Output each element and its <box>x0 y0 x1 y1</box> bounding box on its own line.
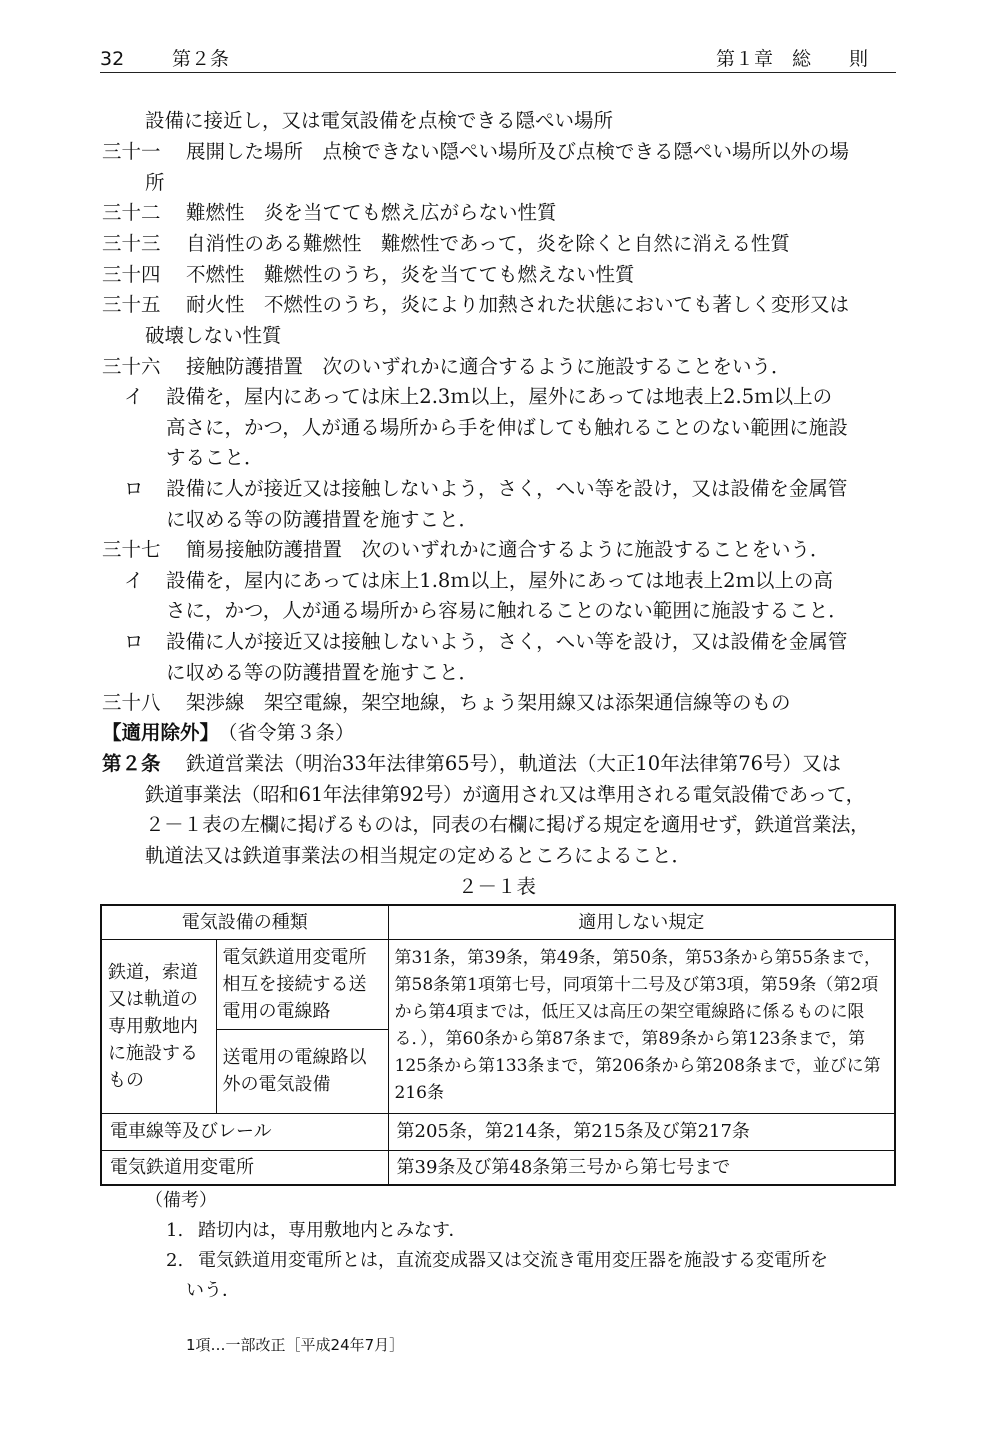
table-row <box>101 939 895 1029</box>
rules-cell: 第205条，第214条，第215条及び第217条 <box>388 1113 895 1150</box>
label-cell: 電気鉄道用変電所 <box>101 1150 388 1185</box>
col-header-equipment: 電気設備の種類 <box>101 905 388 939</box>
subitem-text: すること． <box>166 446 264 469</box>
subitem-text: 設備を，屋内にあっては床上2.3ｍ以上，屋外にあっては地表上2.5ｍ以上の <box>166 385 833 408</box>
item-text: 不燃性 難燃性のうち，炎を当てても燃えない性質 <box>186 263 635 286</box>
item-number: 三十一 <box>102 140 161 163</box>
item-text: 展開した場所 点検できない隠ぺい場所及び点検できる隠ぺい場所以外の場 <box>186 140 850 163</box>
item-text: 所 <box>145 171 165 194</box>
header-article: 第２条 <box>172 48 230 70</box>
article-text: 軌道法又は鉄道事業法の相当規定の定めるところによること． <box>145 844 692 867</box>
table-row <box>101 1150 895 1185</box>
col-header-rules: 適用しない規定 <box>388 905 895 939</box>
table-header-row <box>101 905 895 939</box>
note-text: 電気鉄道用変電所とは，直流変成器又は交流き電用変圧器を施設する変電所を <box>198 1250 828 1271</box>
sub-label-cell: 送電用の電線路以外の電気設備 <box>216 1029 388 1113</box>
subitem-mark: イ <box>124 385 144 408</box>
rules-cell: 第31条，第39条，第49条，第50条，第53条から第55条まで，第58条第1項第七号，同項第十二号及び第3項，第59条（第2項から第4項までは，低圧又は高圧の架空電線路に係るものに限る．），第60条から第87条まで，第89条から第123条まで，第125条から第133条まで，第206条から第208条まで，並びに第216条 <box>388 939 895 1113</box>
item-text: 耐火性 不燃性のうち，炎により加熱された状態においても著しく変形又は <box>186 293 850 316</box>
header-rule <box>100 72 896 73</box>
sub-label-cell: 電気鉄道用変電所相互を接続する送電用の電線路 <box>216 939 388 1029</box>
revision-note: 1項…一部改正［平成24年7月］ <box>186 1336 405 1354</box>
item-text: 簡易接触防護措置 次のいずれかに適合するように施設することをいう． <box>186 538 830 561</box>
group-label-cell: 鉄道，索道又は軌道の専用敷地内に施設するもの <box>101 939 216 1113</box>
item-number: 三十二 <box>102 201 161 224</box>
item-number: 三十四 <box>102 263 161 286</box>
note-number: 1. <box>166 1220 184 1241</box>
note-text: 踏切内は，専用敷地内とみなす． <box>198 1220 467 1241</box>
item-number: 三十五 <box>102 293 161 316</box>
subitem-text: に収める等の防護措置を施すこと． <box>166 661 479 684</box>
article-text: 鉄道営業法（明治33年法律第65号），軌道法（大正10年法律第76号）又は <box>186 752 842 775</box>
section-heading: 【適用除外】 <box>102 721 220 744</box>
label-cell: 電車線等及びレール <box>101 1113 388 1150</box>
item-number: 三十八 <box>102 691 161 714</box>
applicability-table <box>100 904 896 1186</box>
item-text: 難燃性 炎を当てても燃え広がらない性質 <box>186 201 557 224</box>
item-number: 三十六 <box>102 355 161 378</box>
note-text: いう． <box>186 1280 240 1301</box>
subitem-text: さに，かつ，人が通る場所から容易に触れることのない範囲に施設すること． <box>166 599 848 622</box>
subitem-mark: イ <box>124 569 144 592</box>
item-number: 三十七 <box>102 538 161 561</box>
subitem-text: 設備を，屋内にあっては床上1.8ｍ以上，屋外にあっては地表上2ｍ以上の高 <box>166 569 834 592</box>
subitem-mark: ロ <box>124 477 144 500</box>
subitem-text: 設備に人が接近又は接触しないよう，さく，へい等を設け，又は設備を金属管 <box>166 630 848 653</box>
page-number: 32 <box>100 48 125 70</box>
header-chapter: 第１章 <box>716 48 774 70</box>
table-row <box>101 1113 895 1150</box>
table-caption: ２－１表 <box>458 875 537 898</box>
article-text: ２－１表の左欄に掲げるものは，同表の右欄に掲げる規定を適用せず，鉄道営業法， <box>145 813 870 836</box>
notes-title: （備考） <box>145 1190 217 1211</box>
subitem-mark: ロ <box>124 630 144 653</box>
item-text: 架渉線 架空電線，架空地線，ちょう架用線又は添架通信線等のもの <box>186 691 791 714</box>
subitem-text: 設備に人が接近又は接触しないよう，さく，へい等を設け，又は設備を金属管 <box>166 477 848 500</box>
item-text: 自消性のある難燃性 難燃性であって，炎を除くと自然に消える性質 <box>186 232 790 255</box>
note-number: 2. <box>166 1250 184 1271</box>
rules-cell: 第39条及び第48条第三号から第七号まで <box>388 1150 895 1185</box>
item-text: 接触防護措置 次のいずれかに適合するように施設することをいう． <box>186 355 791 378</box>
item-text: 破壊しない性質 <box>145 324 282 347</box>
section-reference: （省令第３条） <box>218 721 355 744</box>
item-number: 三十三 <box>102 232 161 255</box>
article-text: 鉄道事業法（昭和61年法律第92号）が適用され又は準用される電気設備であって， <box>145 783 865 806</box>
article-label: 第２条 <box>102 752 161 775</box>
header-chapter-title: 総 則 <box>792 48 869 70</box>
continued-line: 設備に接近し，又は電気設備を点検できる隠ぺい場所 <box>145 109 614 132</box>
subitem-text: 高さに，かつ，人が通る場所から手を伸ばしても触れることのない範囲に施設 <box>166 416 848 439</box>
subitem-text: に収める等の防護措置を施すこと． <box>166 508 479 531</box>
